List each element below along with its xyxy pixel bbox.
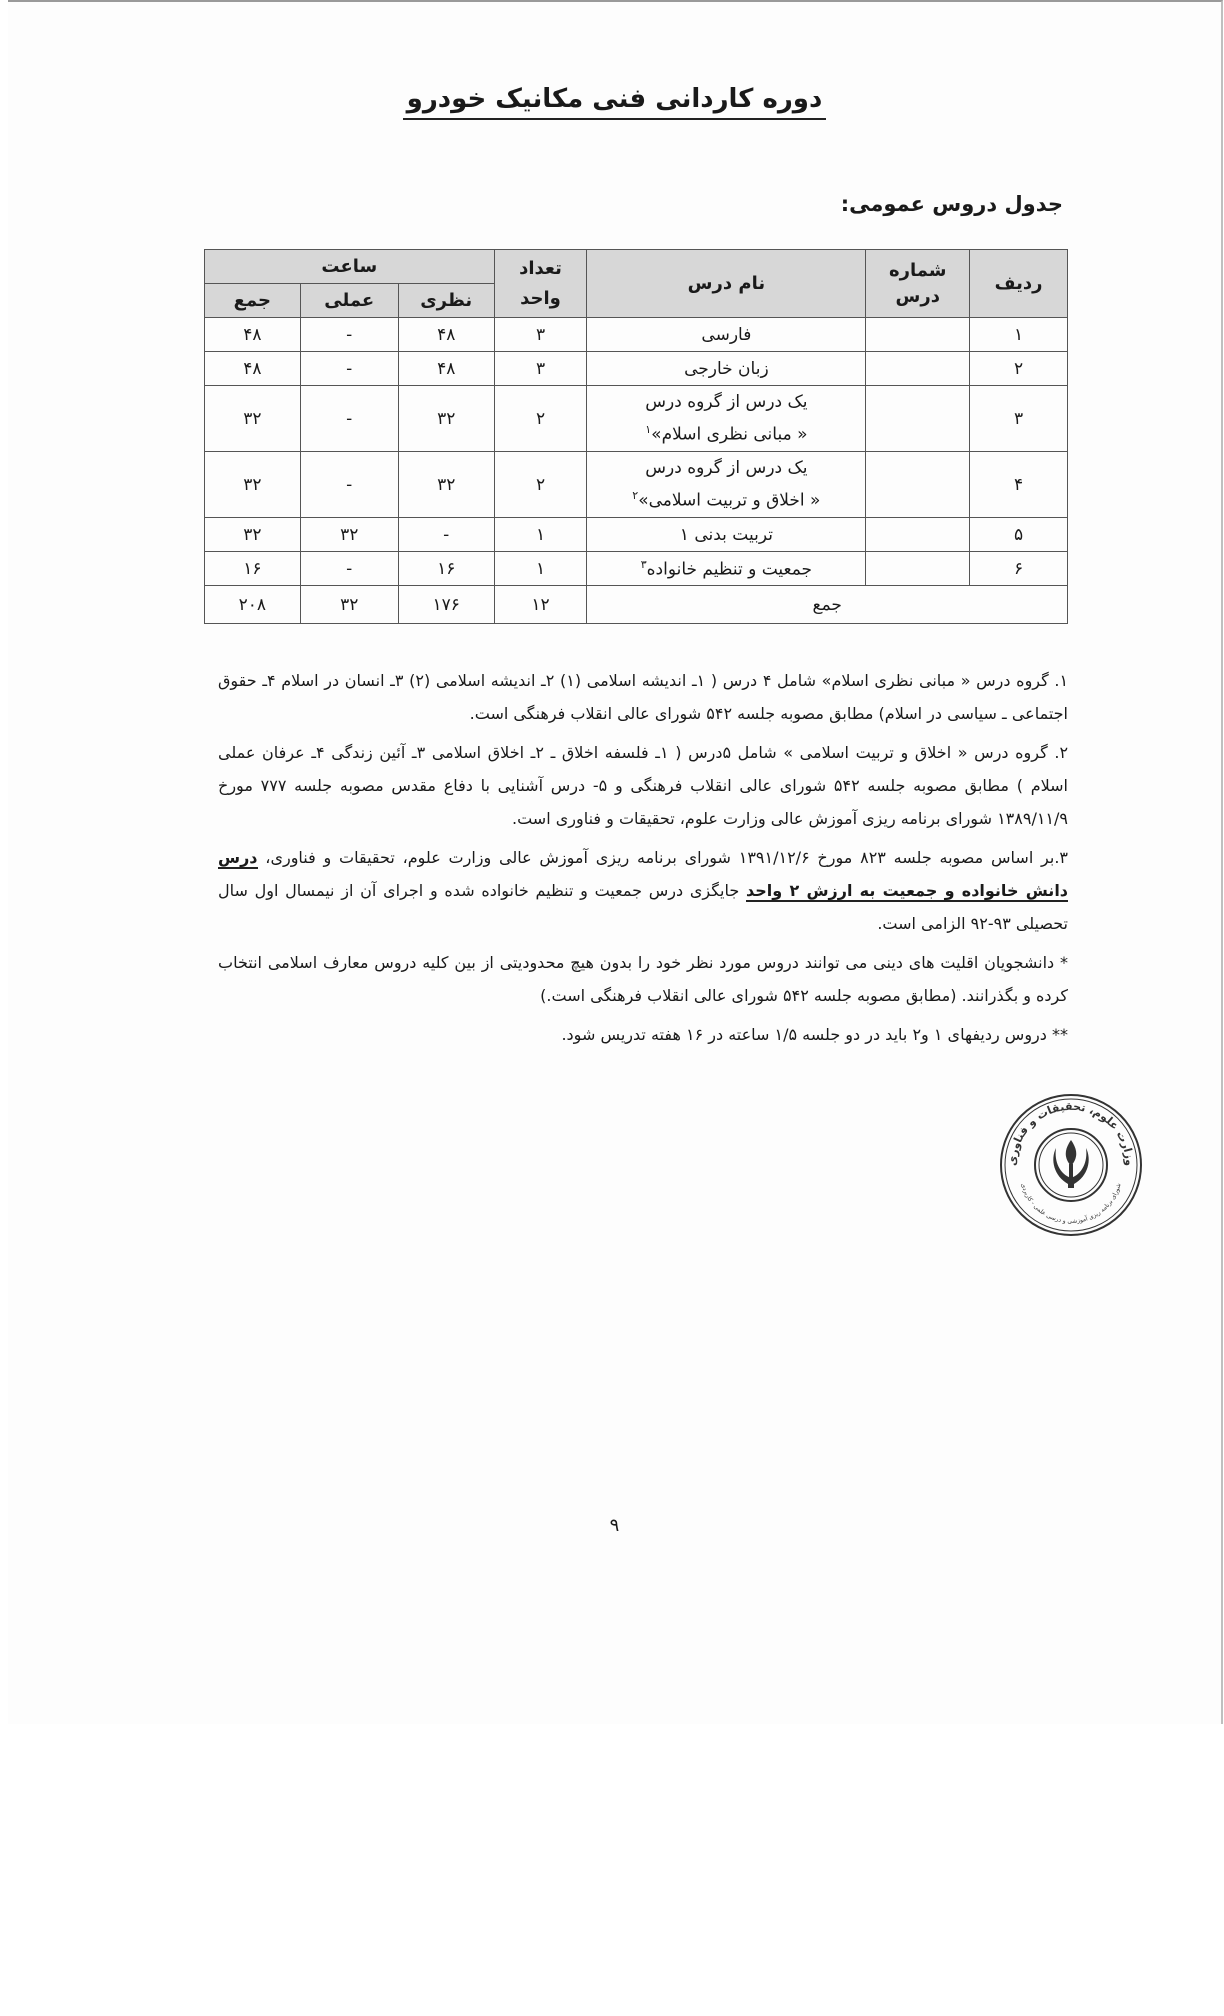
cell-shomare — [866, 352, 970, 386]
total-vahed: ۱۲ — [494, 586, 587, 624]
total-jam: ۲۰۸ — [205, 586, 301, 624]
cell-amali: - — [300, 552, 398, 586]
cell-radif: ۴ — [970, 452, 1068, 518]
document-title — [8, 84, 1221, 114]
cell-radif: ۵ — [970, 518, 1068, 552]
cell-nazari: ۳۲ — [398, 452, 494, 518]
document-title-text: دوره کاردانی فنی مکانیک خودرو — [403, 84, 827, 120]
cell-shomare — [866, 452, 970, 518]
cell-name-line1: یک درس از گروه درس — [645, 458, 808, 479]
cell-name-text: تربیت بدنی ۱ — [679, 524, 773, 545]
cell-name — [587, 552, 866, 586]
cell-jam: ۳۲ — [205, 518, 301, 552]
seal-inner-text: شورای برنامه ریزی آموزشی و درسی علمی - کاربردی — [1019, 1182, 1123, 1226]
cell-radif: ۳ — [970, 386, 1068, 452]
header-jam: جمع — [205, 284, 301, 318]
footnote-3 — [218, 841, 1068, 940]
cell-radif: ۶ — [970, 552, 1068, 586]
cell-amali: - — [300, 352, 398, 386]
cell-vahed: ۱ — [494, 552, 587, 586]
cell-name-line2-text: « مبانی نظری اسلام» — [651, 424, 808, 445]
cell-name-text: جمعیت و تنظیم خانواده — [646, 559, 813, 580]
cell-amali: - — [300, 318, 398, 352]
cell-amali: - — [300, 386, 398, 452]
svg-text:شورای برنامه ریزی آموزشی و درس — [1019, 1182, 1122, 1225]
cell-shomare — [866, 386, 970, 452]
header-name: نام درس — [587, 250, 866, 318]
header-vahed-text: تعداد واحد — [519, 257, 562, 309]
cell-name-text: فارسی — [701, 324, 752, 345]
footnote-marker: ۳ — [640, 557, 647, 571]
total-nazari: ۱۷۶ — [398, 586, 494, 624]
header-amali: عملی — [300, 284, 398, 318]
cell-amali: ۳۲ — [300, 518, 398, 552]
cell-vahed: ۲ — [494, 452, 587, 518]
cell-jam: ۴۸ — [205, 352, 301, 386]
cell-jam: ۳۲ — [205, 386, 301, 452]
cell-name — [587, 518, 866, 552]
footnote-4: * دانشجویان اقلیت های دینی می توانند دروس مورد نظر خود را بدون هیچ محدودیتی از بین کلیه دروس معارف اسلامی انتخاب کرده و بگذرانند. (مطابق مصوبه جلسه ۵۴۲ شورای عالی انقلاب فرهنگی است.) — [218, 953, 1068, 1005]
cell-jam: ۱۶ — [205, 552, 301, 586]
cell-nazari: ۳۲ — [398, 386, 494, 452]
footnote-2: ۲. گروه درس « اخلاق و تربیت اسلامی » شامل ۵درس ( ۱ـ فلسفه اخلاق ـ ۲ـ اخلاق اسلامی ۳ـ آئین زندگی ۴ـ عرفان عملی اسلام ) مطابق مصوبه جلسه ۵۴۲ شورای عالی انقلاب فرهنگی و ۵- درس آشنایی با دفاع مقدس مصوبه جلسه ۷۷۷ مورخ ۱۳۸۹/۱۱/۹ شورای برنامه ریزی آموزش عالی وزارت علوم، تحقیقات و فناوری است. — [218, 743, 1069, 828]
cell-name — [587, 318, 866, 352]
header-shomare — [866, 250, 970, 318]
cell-name — [587, 452, 866, 518]
cell-name-line2 — [591, 482, 861, 515]
table-row — [205, 386, 1068, 452]
cell-name — [587, 386, 866, 452]
table-row — [205, 518, 1068, 552]
footnote-3-part-b: جایگزی درس جمعیت و تنظیم خانواده شده و اجرای آن از نیمسال اول سال تحصیلی ۹۳-۹۲ الزامی است. — [218, 881, 1068, 933]
cell-vahed: ۱ — [494, 518, 587, 552]
document-page — [8, 0, 1223, 1724]
total-label: جمع — [587, 586, 1068, 624]
footnote-3-bold: درس دانش خانواده و جمعیت به ارزش ۲ واحد — [218, 848, 1069, 900]
footnotes — [218, 664, 1068, 1057]
cell-vahed: ۳ — [494, 352, 587, 386]
cell-radif: ۲ — [970, 352, 1068, 386]
footnote-5: ** دروس ردیفهای ۱ و۲ باید در دو جلسه ۱/۵ ساعته در ۱۶ هفته تدریس شود. — [561, 1025, 1068, 1044]
footnote-3-part-a: ۳.بر اساس مصوبه جلسه ۸۲۳ مورخ ۱۳۹۱/۱۲/۶ شورای برنامه ریزی آموزش عالی وزارت علوم، تحقیقات و فناوری، — [265, 848, 1069, 867]
total-amali: ۳۲ — [300, 586, 398, 624]
cell-name-line1: یک درس از گروه درس — [645, 392, 808, 413]
header-vahed — [494, 250, 587, 318]
table-row — [205, 352, 1068, 386]
cell-name-line2-text: « اخلاق و تربیت اسلامی» — [638, 490, 821, 511]
footnote-marker: ۱ — [645, 423, 652, 437]
footnote-marker: ۲ — [632, 489, 639, 503]
cell-nazari: ۴۸ — [398, 318, 494, 352]
seal-outer-text: وزارت علوم، تحقیقات و فناوری — [1005, 1099, 1137, 1167]
table-row — [205, 552, 1068, 586]
header-radif: ردیف — [970, 250, 1068, 318]
table-row — [205, 452, 1068, 518]
cell-nazari: - — [398, 518, 494, 552]
table-caption: جدول دروس عمومی: — [840, 192, 1063, 216]
cell-vahed: ۲ — [494, 386, 587, 452]
header-saat: ساعت — [205, 250, 495, 284]
seal-emblem-icon — [998, 1092, 1144, 1238]
cell-nazari: ۱۶ — [398, 552, 494, 586]
header-shomare-text: شماره درس — [888, 259, 947, 307]
cell-name — [587, 352, 866, 386]
cell-shomare — [866, 552, 970, 586]
cell-name-text: زبان خارجی — [684, 358, 769, 379]
footnote-1: ۱. گروه درس « مبانی نظری اسلام» شامل ۴ درس ( ۱ـ اندیشه اسلامی (۱) ۲ـ اندیشه اسلامی (۲) ۳ـ انسان در اسلام ۴ـ حقوق اجتماعی ـ سیاسی در اسلام) مطابق مصوبه جلسه ۵۴۲ شورای عالی انقلاب فرهنگی است. — [218, 671, 1069, 723]
cell-shomare — [866, 318, 970, 352]
cell-amali: - — [300, 452, 398, 518]
table-row — [205, 318, 1068, 352]
cell-name-line2 — [591, 416, 861, 449]
page-number: ۹ — [609, 1515, 620, 1536]
header-nazari: نظری — [398, 284, 494, 318]
general-courses-table — [204, 249, 1068, 624]
cell-radif: ۱ — [970, 318, 1068, 352]
table-total-row — [205, 586, 1068, 624]
cell-jam: ۳۲ — [205, 452, 301, 518]
cell-shomare — [866, 518, 970, 552]
ministry-seal — [998, 1092, 1144, 1238]
cell-vahed: ۳ — [494, 318, 587, 352]
cell-jam: ۴۸ — [205, 318, 301, 352]
cell-nazari: ۴۸ — [398, 352, 494, 386]
